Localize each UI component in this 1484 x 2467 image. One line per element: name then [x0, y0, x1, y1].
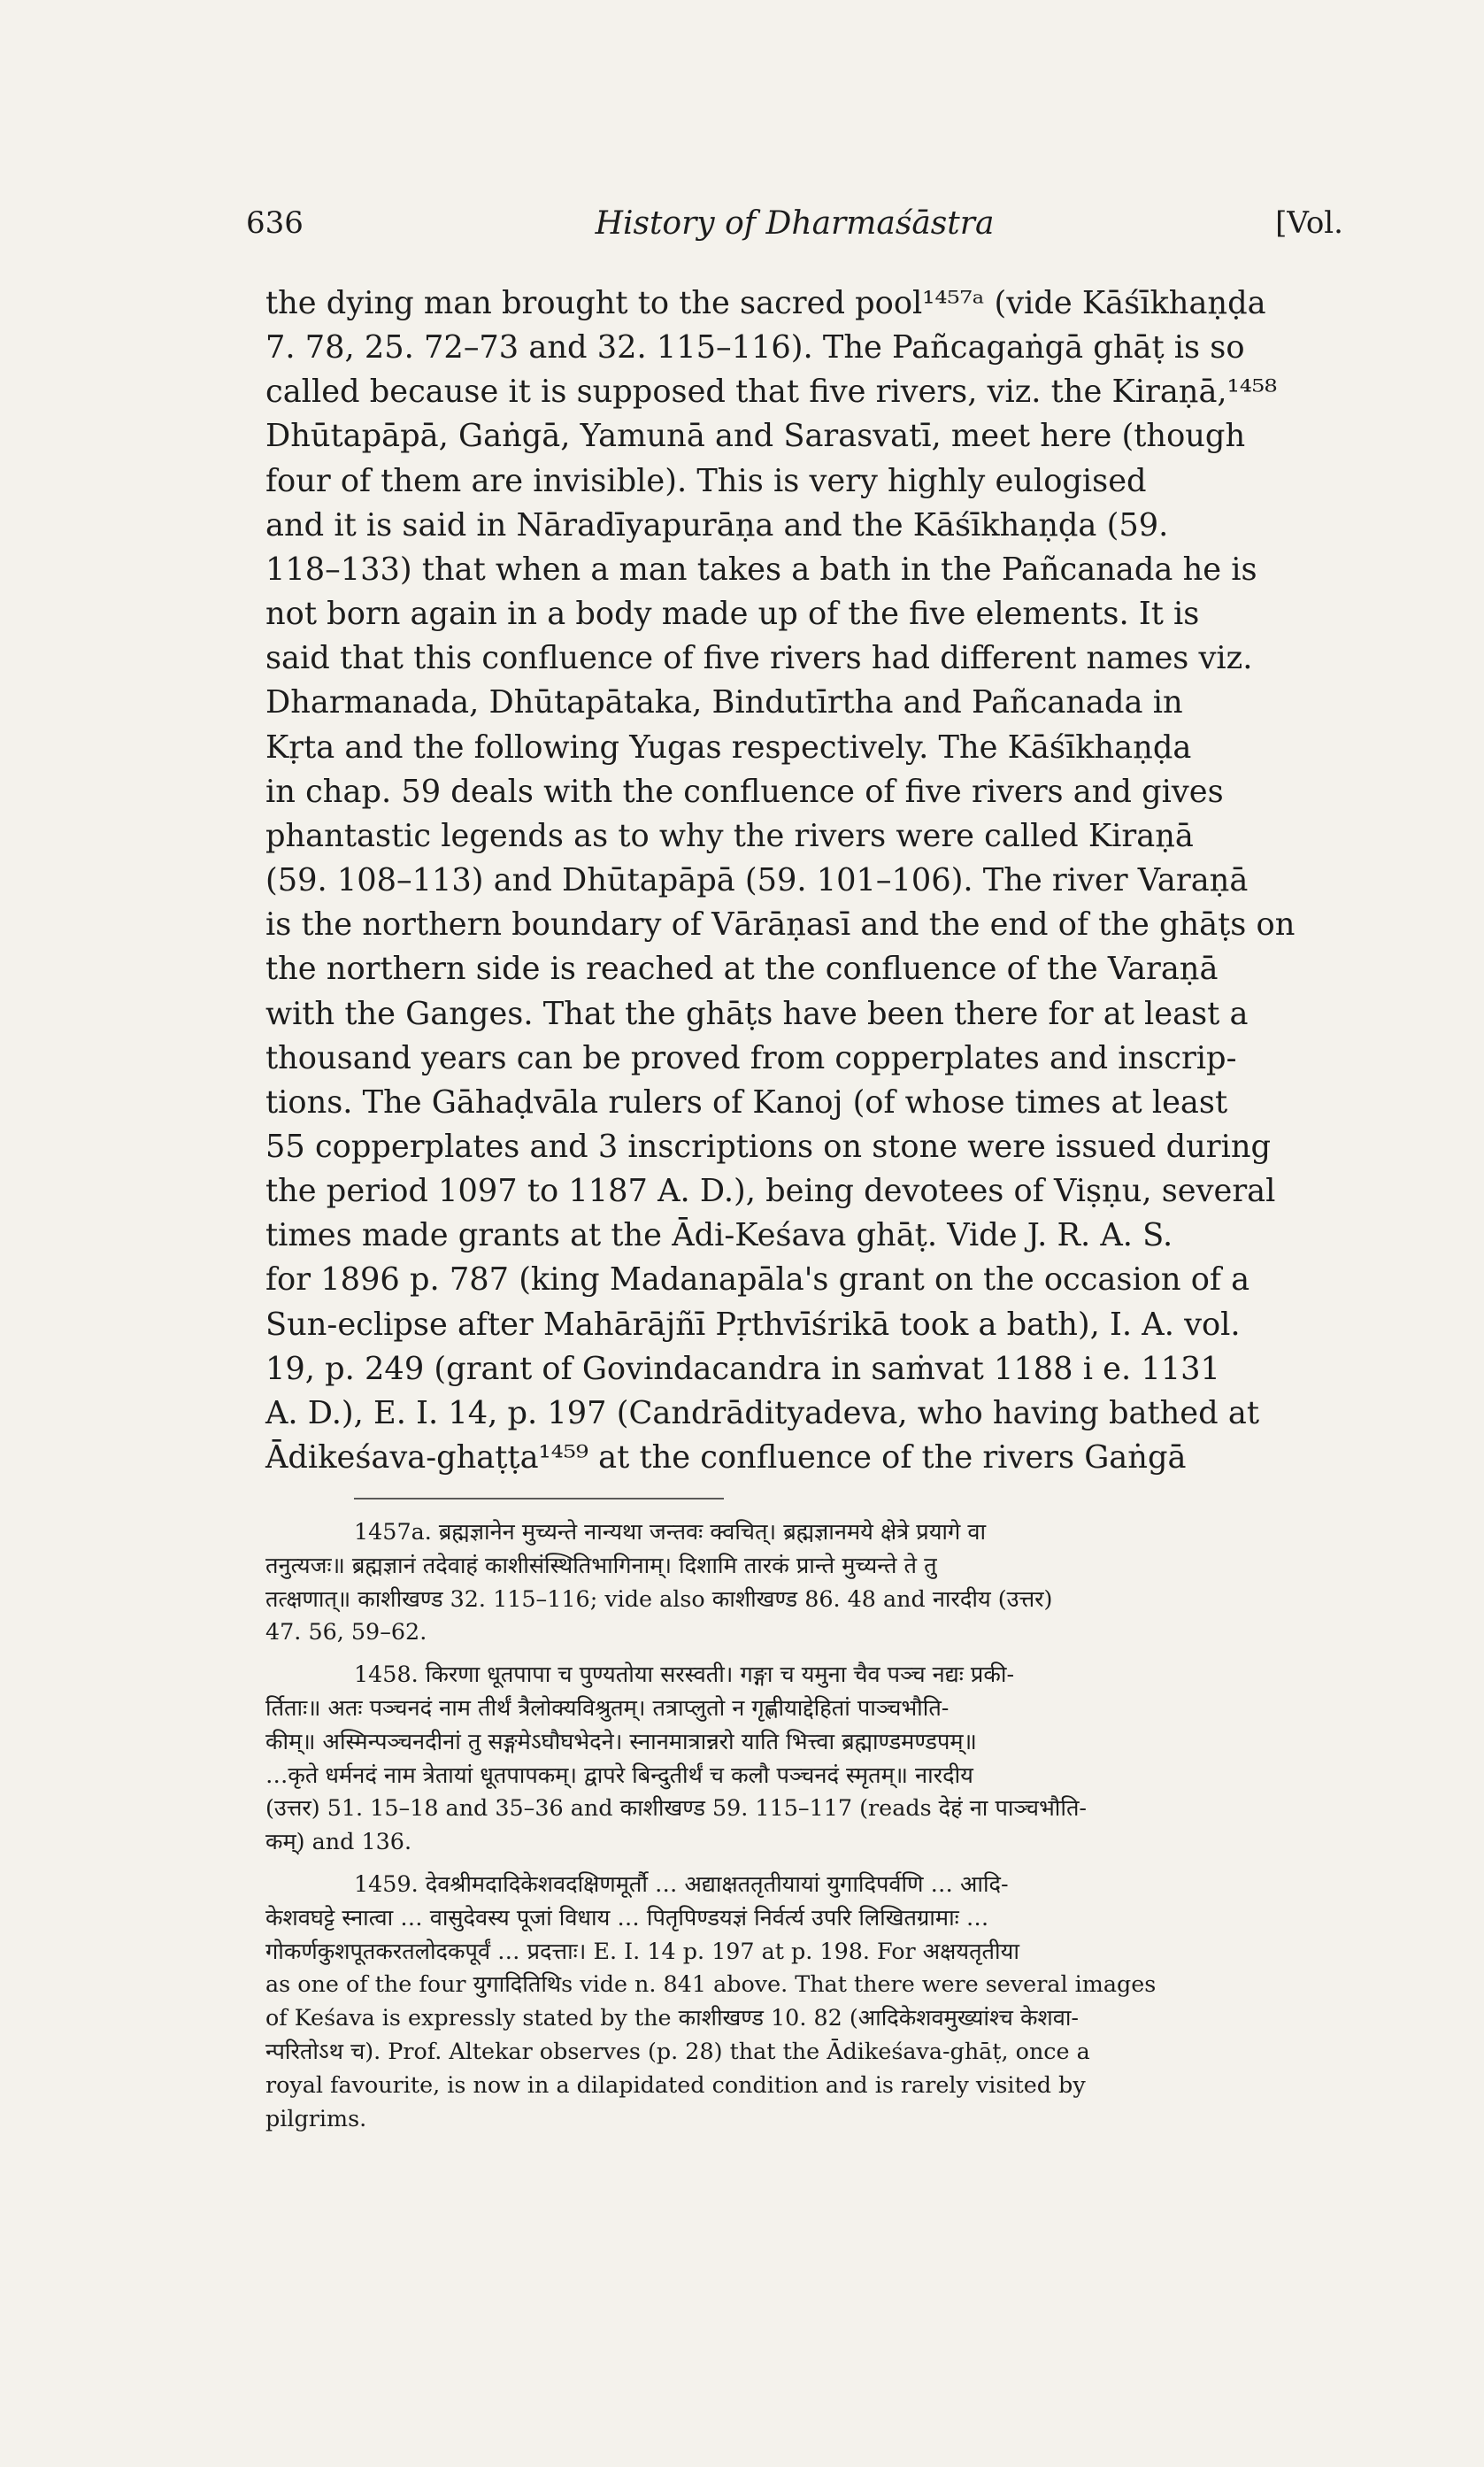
footnote-line: कम्) and 136. — [265, 1828, 412, 1855]
text-line: 55 copperplates and 3 inscriptions on stone were issued during — [265, 1128, 1272, 1165]
footnote-line: of Keśava is expressly stated by the काशीखण्ड 10. 82 (आदिकेशवमुख्यांश्च केशवा- — [265, 2004, 1080, 2031]
text-line: in chap. 59 deals with the confluence of five rivers and gives — [265, 773, 1224, 810]
running-title: History of Dharmaśāstra — [595, 205, 995, 242]
text-line: the dying man brought to the sacred pool¹⁴⁵⁷ᵃ (vide Kāśīkhaṇḍa — [265, 285, 1266, 321]
text-line: not born again in a body made up of the five elements. It is — [265, 596, 1200, 633]
footnote-line: (उत्तर) 51. 15–18 and 35–36 and काशीखण्ड 59. 115–117 (reads देहं ना पाञ्चभौति- — [265, 1794, 1087, 1822]
footnote-gap — [265, 1649, 1315, 1658]
footnote-line: तनुत्यजः॥ ब्रह्मज्ञानं तदेवाहं काशीसंस्थितिभागिनाम्। दिशामि तारकं प्रान्ते मुच्यन्ते ते तु — [265, 1551, 937, 1578]
text-line: A. D.), E. I. 14, p. 197 (Candrādityadeva, who having bathed at — [265, 1394, 1259, 1431]
text-line: the period 1097 to 1187 A. D.), being devotees of Viṣṇu, several — [265, 1173, 1276, 1210]
footnote — [265, 1658, 1315, 1859]
text-line: Kṛta and the following Yugas respectively. The Kāśīkhaṇḍa — [265, 729, 1192, 766]
text-line: Dharmanada, Dhūtapātaka, Bindutīrtha and Pañcanada in — [265, 684, 1183, 721]
text-line: said that this confluence of five rivers had different names viz. — [265, 640, 1253, 677]
footnote-line: केशवघट्टे स्नात्वा … वासुदेवस्य पूजां विधाय … पितृपिण्डयज्ञं निर्वर्त्य उपरि लिखितग्रामाः … — [265, 1903, 989, 1931]
footnote-line: 1459. देवश्रीमदादिकेशवदक्षिणमूर्तौ … अद्याक्षततृतीयायां युगादिपर्वणि … आदि- — [354, 1870, 1009, 1897]
footnote-line: as one of the four युगादितिथिs vide n. 841 above. That there were several images — [265, 1970, 1157, 1998]
text-line: Dhūtapāpā, Gaṅgā, Yamunā and Sarasvatī, meet here (though — [265, 418, 1246, 455]
text-line: is the northern boundary of Vārāṇasī and the end of the ghāṭs on — [265, 906, 1296, 944]
footnote-line: र्तिताः॥ अतः पञ्चनदं नाम तीर्थं त्रैलोक्यविश्रुतम्। तत्राप्लुतो न गृह्णीयाद्देहितां पाञ्चभौति- — [265, 1693, 950, 1721]
text-line: Ādikeśava-ghaṭṭa¹⁴⁵⁹ at the confluence of the rivers Gaṅgā — [265, 1439, 1187, 1476]
text-line: phantastic legends as to why the rivers were called Kiraṇā — [265, 817, 1194, 854]
footnote-line: 47. 56, 59–62. — [265, 1618, 427, 1646]
footnote-line: …कृते धर्मनदं नाम त्रेतायां धूतपापकम्। द्वापरे बिन्दुतीर्थं च कलौ पञ्चनदं स्मृतम्॥ नारदीय — [265, 1761, 973, 1788]
text-line: four of them are invisible). This is very highly eulogised — [265, 462, 1147, 499]
footnote-line: तत्क्षणात्॥ काशीखण्ड 32. 115–116; vide also काशीखण्ड 86. 48 and नारदीय (उत्तर) — [265, 1584, 1053, 1612]
text-line: the northern side is reached at the confluence of the Varaṇā — [265, 951, 1219, 988]
text-line: for 1896 p. 787 (king Madanapāla's grant on the occasion of a — [265, 1261, 1250, 1299]
page-header — [246, 205, 1343, 258]
page-number: 636 — [246, 205, 304, 241]
text-line: 7. 78, 25. 72–73 and 32. 115–116). The Pañcagaṅgā ghāṭ is so — [265, 329, 1245, 366]
volume-label: [Vol. — [1275, 205, 1343, 241]
text-line: tions. The Gāhaḍvāla rulers of Kanoj (of whose times at least — [265, 1083, 1228, 1121]
text-line: 19, p. 249 (grant of Govindacandra in saṁvat 1188 i e. 1131 — [265, 1350, 1220, 1387]
footnote-line: 1458. किरणा धूतपापा च पुण्यतोया सरस्वती। गङ्गा च यमुना चैव पञ्च नद्यः प्रकी- — [354, 1661, 1015, 1688]
text-line: thousand years can be proved from copperplates and inscrip- — [265, 1039, 1237, 1076]
footnotes — [265, 1515, 1315, 2135]
main-text — [265, 281, 1315, 1480]
text-line: times made grants at the Ādi-Keśava ghāṭ. Vide J. R. A. S. — [265, 1217, 1173, 1254]
text-line: called because it is supposed that five rivers, viz. the Kiraṇā,¹⁴⁵⁸ — [265, 374, 1278, 411]
footnote-line: royal favourite, is now in a dilapidated condition and is rarely visited by — [265, 2070, 1086, 2098]
footnote-line: 1457a. ब्रह्मज्ञानेन मुच्यन्ते नान्यथा जन्तवः क्वचित्। ब्रह्मज्ञानमये क्षेत्रे प्रयागे वा — [354, 1518, 987, 1545]
footnote-line: कीम्॥ अस्मिन्पञ्चनदीनां तु सङ्गमेऽघौघभेदने। स्नानमात्रान्नरो याति भित्त्वा ब्रह्माण्डमण्डपम्॥ — [265, 1727, 977, 1754]
footnote-line: pilgrims. — [265, 2104, 367, 2132]
footnote-divider — [354, 1498, 724, 1499]
text-line: with the Ganges. That the ghāṭs have been there for at least a — [265, 995, 1249, 1032]
footnote-gap — [265, 1859, 1315, 1868]
text-line: 118–133) that when a man takes a bath in the Pañcanada he is — [265, 551, 1257, 588]
text-line: Sun-eclipse after Mahārājñī Pṛthvīśrikā took a bath), I. A. vol. — [265, 1306, 1241, 1343]
text-line: (59. 108–113) and Dhūtapāpā (59. 101–106). The river Varaṇā — [265, 862, 1249, 899]
footnote — [265, 1868, 1315, 2135]
footnote-line: गोकर्णकुशपूतकरतलोदकपूर्वं … प्रदत्ताः। E. I. 14 p. 197 at p. 198. For अक्षयतृतीया — [265, 1937, 1019, 1964]
text-line: and it is said in Nāradīyapurāṇa and the Kāśīkhaṇḍa (59. — [265, 506, 1169, 544]
footnote-line: न्परितोऽथ च). Prof. Altekar observes (p. 28) that the Ādikeśava-ghāṭ, once a — [265, 2037, 1090, 2064]
footnote — [265, 1515, 1315, 1649]
